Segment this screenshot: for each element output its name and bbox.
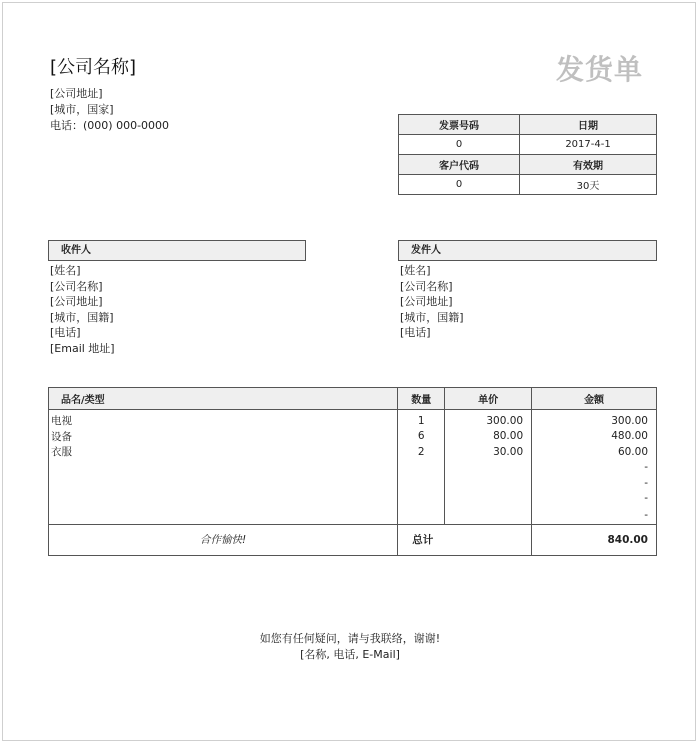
invoice-number-label: 发票号码 [399, 115, 520, 135]
table-row [49, 429, 657, 445]
sender-name: [姓名] [400, 264, 431, 277]
item-name: 衣服 [49, 444, 398, 460]
document-title: 发货单 [556, 53, 644, 86]
total-value: 840.00 [532, 524, 657, 555]
item-amount: - [532, 460, 657, 476]
table-row [49, 475, 657, 491]
item-name: 设备 [49, 429, 398, 445]
sender-address: [公司地址] [400, 295, 453, 308]
item-amount: 300.00 [532, 410, 657, 429]
recipient-address: [公司地址] [50, 295, 103, 308]
recipient-phone: [电话] [50, 326, 81, 339]
customer-code-label: 客户代码 [399, 155, 520, 175]
sender-heading: 发件人 [398, 240, 657, 261]
item-amount: - [532, 506, 657, 524]
item-amount: 60.00 [532, 444, 657, 460]
validity-label: 有效期 [520, 155, 657, 175]
footer-contact-note: 如您有任何疑问，请与我联络，谢谢! [259, 632, 441, 645]
item-price [445, 506, 532, 524]
item-name [49, 460, 398, 476]
item-price [445, 475, 532, 491]
company-city-country: [城市，国家] [50, 103, 114, 116]
footer-contact-placeholder: [名称, 电话, E-Mail] [300, 648, 400, 661]
item-price [445, 491, 532, 507]
recipient-city: [城市，国籍] [50, 310, 114, 324]
company-address: [公司地址] [50, 87, 103, 100]
recipient-name: [姓名] [50, 264, 81, 277]
item-amount: - [532, 475, 657, 491]
item-amount: - [532, 491, 657, 507]
item-price: 30.00 [445, 444, 532, 460]
item-price: 80.00 [445, 429, 532, 445]
item-qty [398, 491, 445, 507]
items-table [48, 387, 657, 556]
header-unit-price: 单价 [445, 388, 532, 410]
table-row [49, 491, 657, 507]
item-qty: 6 [398, 429, 445, 445]
item-name: 电视 [49, 410, 398, 429]
header-amount: 金额 [532, 388, 657, 410]
item-name [49, 475, 398, 491]
item-qty [398, 506, 445, 524]
header-product: 品名/类型 [49, 388, 398, 410]
total-row [49, 524, 657, 555]
thanks-text: 合作愉快! [49, 524, 398, 555]
invoice-page [2, 2, 696, 741]
table-row [49, 444, 657, 460]
recipient-company: [公司名称] [50, 279, 103, 293]
sender-section [398, 240, 657, 341]
item-qty [398, 460, 445, 476]
date-value: 2017-4-1 [520, 135, 657, 155]
item-name [49, 506, 398, 524]
item-qty [398, 475, 445, 491]
total-label: 总计 [398, 524, 532, 555]
company-name: [公司名称] [50, 57, 137, 78]
invoice-number-value: 0 [399, 135, 520, 155]
company-phone: 电话：(000) 000-0000 [50, 119, 170, 132]
item-qty: 1 [398, 410, 445, 429]
table-row [49, 460, 657, 476]
header-quantity: 数量 [398, 388, 445, 410]
item-price: 300.00 [445, 410, 532, 429]
item-price [445, 460, 532, 476]
item-amount: 480.00 [532, 429, 657, 445]
recipient-email: [Email 地址] [50, 341, 115, 355]
item-name [49, 491, 398, 507]
customer-code-value: 0 [399, 175, 520, 195]
item-qty: 2 [398, 444, 445, 460]
recipient-section [48, 240, 306, 356]
sender-company: [公司名称] [400, 279, 453, 293]
validity-value: 30天 [520, 175, 657, 195]
table-row [49, 410, 657, 429]
sender-phone: [电话] [400, 326, 431, 339]
invoice-meta-table [398, 114, 657, 195]
sender-city: [城市，国籍] [400, 310, 464, 324]
table-row [49, 506, 657, 524]
recipient-heading: 收件人 [48, 240, 306, 261]
date-label: 日期 [520, 115, 657, 135]
